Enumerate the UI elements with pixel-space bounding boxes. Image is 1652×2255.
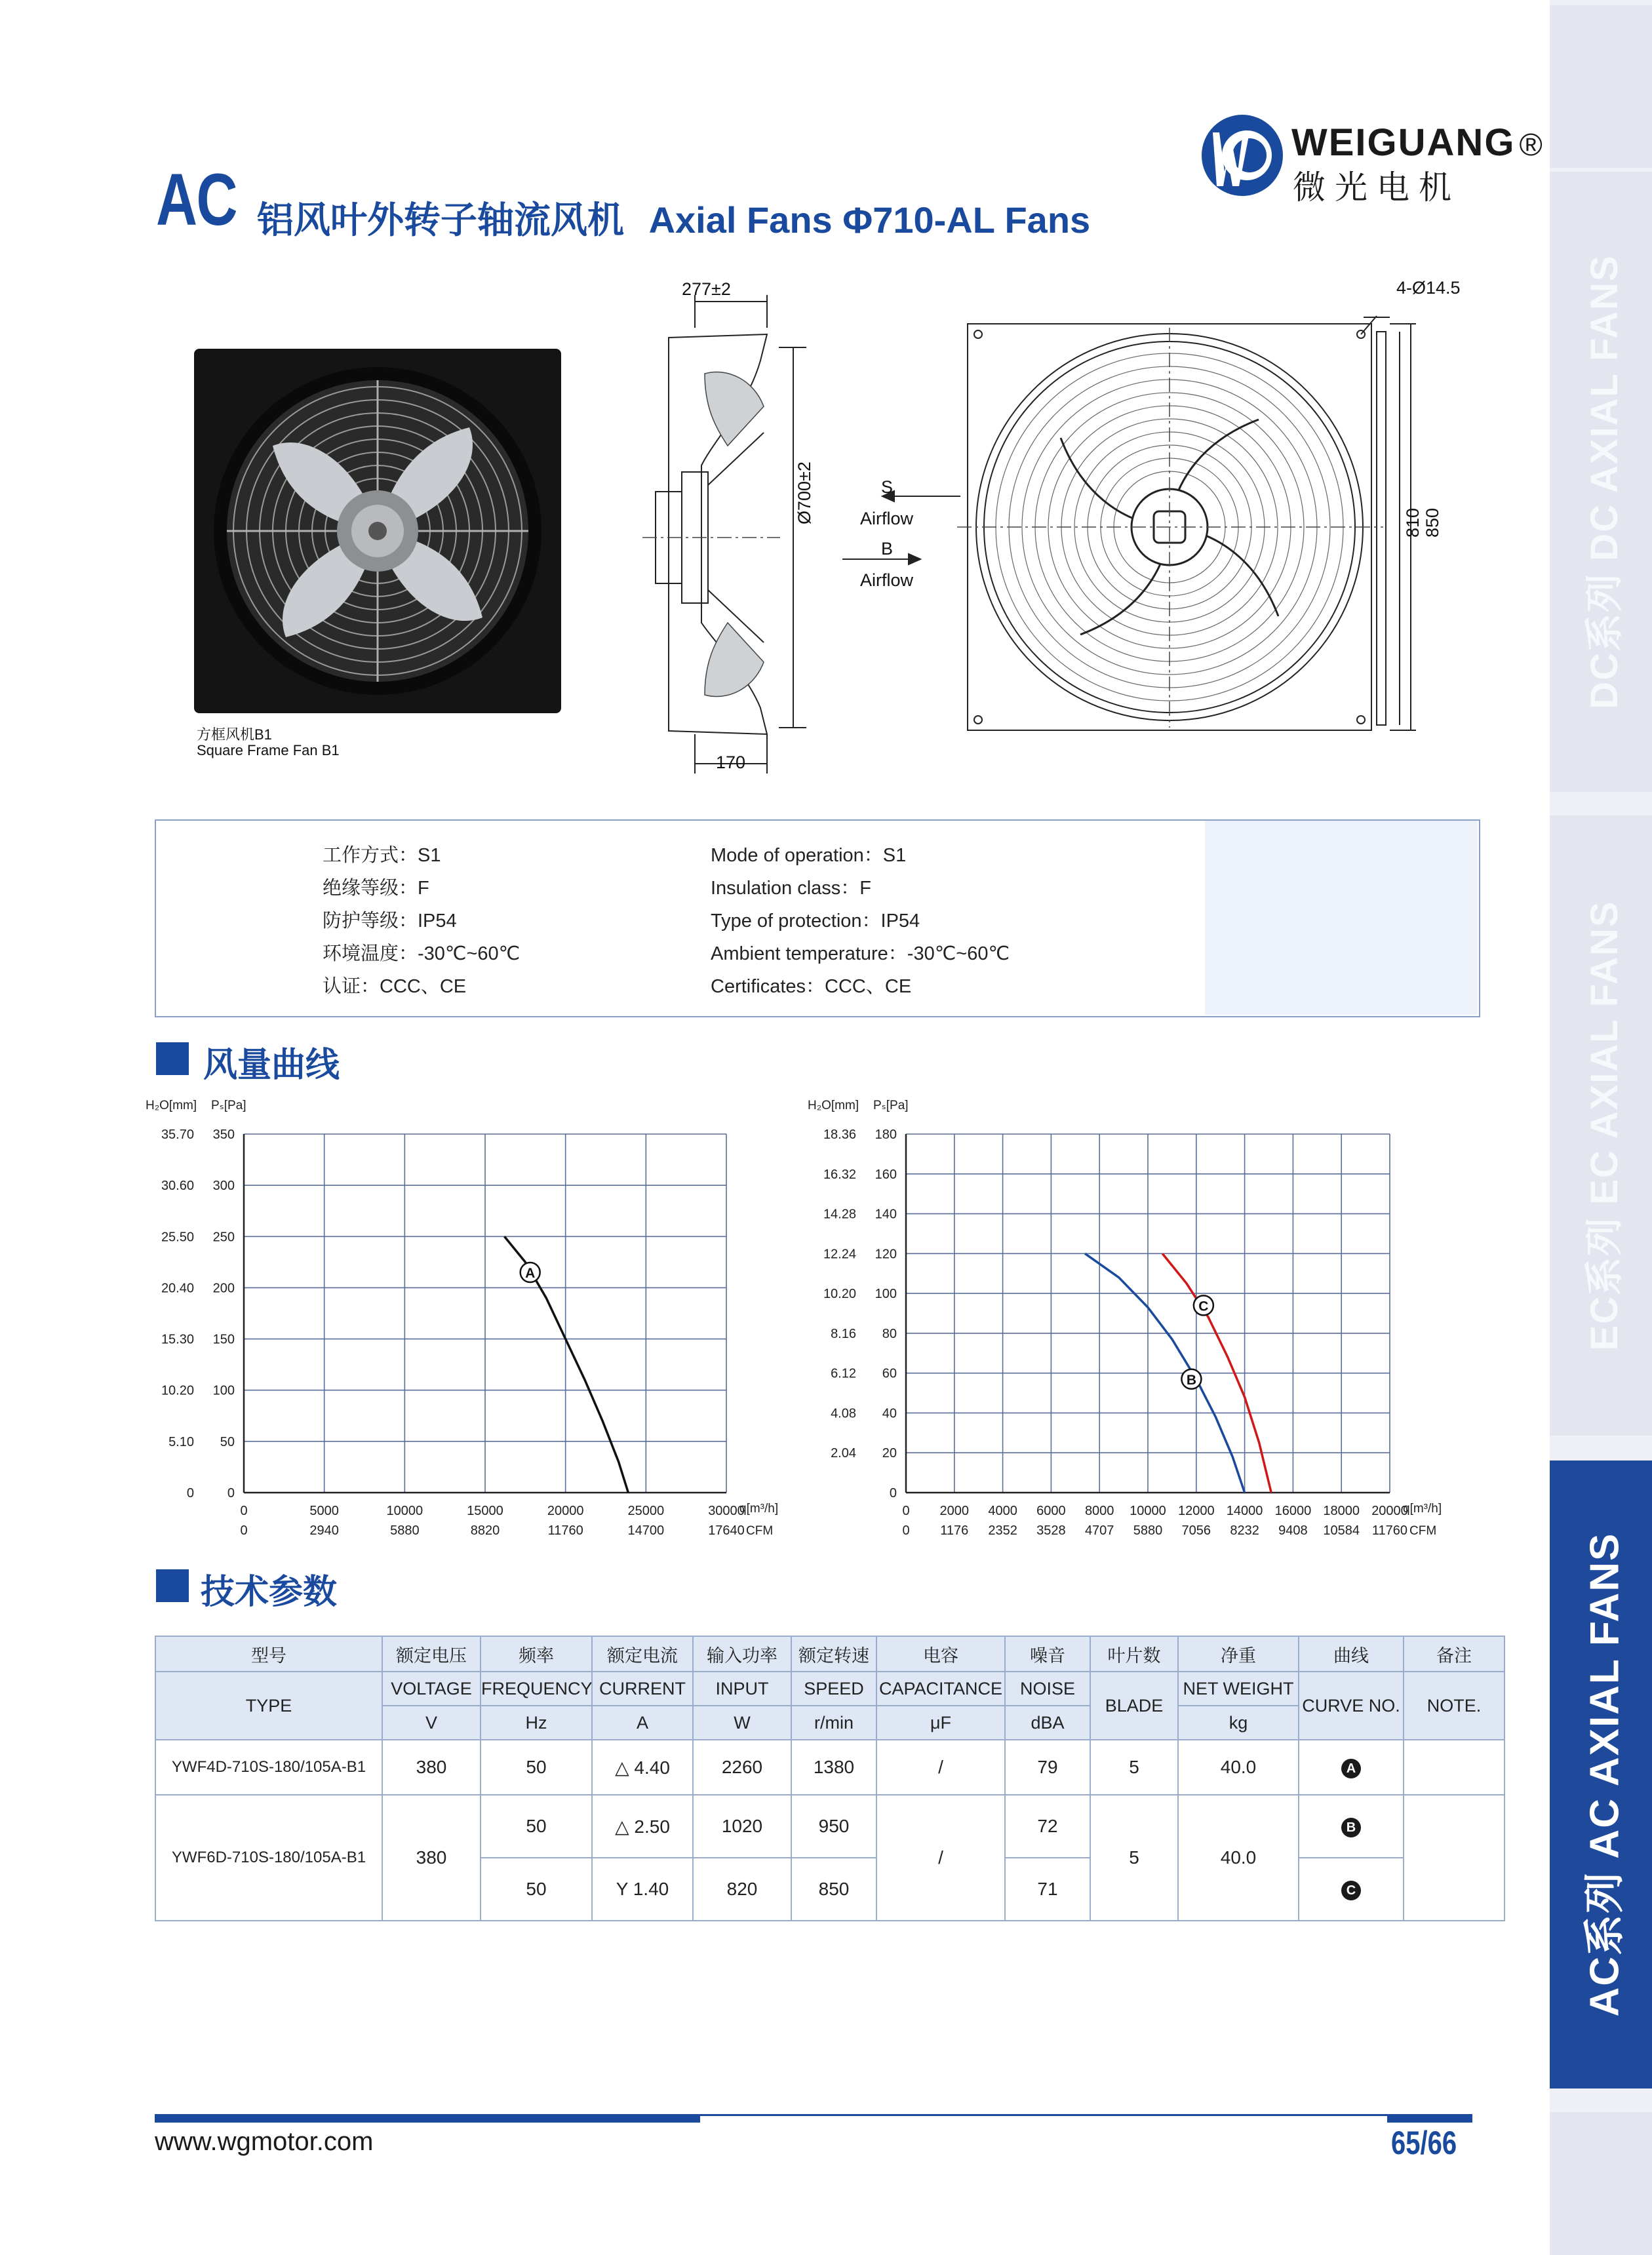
tab-ec-axial-fans[interactable]: [1550, 815, 1652, 1436]
y-tick-label-pa: 120: [875, 1247, 897, 1262]
cell-noise: 79: [1005, 1740, 1090, 1795]
dim-810: 810: [1403, 507, 1423, 538]
th-en-voltage: VOLTAGE: [382, 1672, 481, 1706]
cell-note: [1404, 1740, 1504, 1795]
curve-badge-a: A: [1341, 1759, 1361, 1778]
th-unit-freq: Hz: [481, 1706, 592, 1740]
cell-model: YWF4D-710S-180/105A-B1: [155, 1740, 382, 1795]
title-cn: 铝风叶外转子轴流风机: [257, 199, 624, 241]
th-unit-cap: μF: [876, 1706, 1005, 1740]
x-tick-label-cfm: 1176: [940, 1523, 969, 1538]
x-tick-label: 14000: [1226, 1504, 1263, 1518]
dim-depth: 277±2: [682, 279, 731, 299]
th-cn-input: 输入功率: [693, 1636, 791, 1672]
th-en-cap: CAPACITANCE: [876, 1672, 1005, 1706]
th-unit-current: A: [592, 1706, 693, 1740]
y-tick-label-mm: 25.50: [161, 1230, 194, 1245]
airflow-b: B: [881, 539, 894, 559]
x-tick-label-cfm: 11760: [1371, 1523, 1408, 1538]
series-label-B: B: [1186, 1372, 1197, 1388]
tab-ec-label: EC系列 EC AXIAL FANS: [1583, 900, 1626, 1351]
spec-box-fill: [1205, 821, 1478, 1015]
x-tick-label-cfm: 8232: [1230, 1523, 1259, 1538]
dim-hub: 170: [716, 753, 746, 772]
cell-input: 2260: [693, 1740, 791, 1795]
y-tick-label-pa: 150: [212, 1332, 235, 1347]
spec-cn-4: 认证：CCC、CE: [323, 976, 467, 997]
y-tick-label-mm: 35.70: [161, 1128, 194, 1142]
th-cn-speed: 额定转速: [791, 1636, 876, 1672]
x-tick-label: 8000: [1084, 1504, 1114, 1518]
curve-badge-b: B: [1341, 1818, 1361, 1837]
cell-speed: 1380: [791, 1740, 876, 1795]
airflow-label-2: Airflow: [860, 570, 914, 590]
th-cn-voltage: 额定电压: [382, 1636, 481, 1672]
y-tick-label-pa: 300: [212, 1179, 235, 1194]
x-tick-label-cfm: 10584: [1323, 1523, 1360, 1538]
th-unit-noise: dBA: [1005, 1706, 1090, 1740]
cell-freq: 50: [481, 1740, 592, 1795]
y-tick-label-mm: 14.28: [823, 1207, 856, 1222]
x-tick-label: 4000: [988, 1504, 1017, 1518]
cell-curve: [1299, 1858, 1404, 1921]
y-axis-title-pa: Pₛ[Pa]: [873, 1099, 909, 1112]
dim-holes: 4-Ø14.5: [1396, 278, 1461, 298]
spec-table: [155, 1636, 1505, 1921]
y-tick-label-pa: 160: [875, 1167, 897, 1182]
x-tick-label: 18000: [1323, 1504, 1360, 1518]
y-tick-label-mm: 6.12: [831, 1366, 856, 1381]
x-tick-label: 15000: [467, 1504, 503, 1518]
y-tick-label-pa: 40: [882, 1406, 897, 1421]
x-tick-label: 0: [902, 1504, 910, 1518]
y-tick-label-pa: 350: [212, 1128, 235, 1142]
x-tick-label-cfm: 0: [902, 1523, 910, 1538]
fan-photo: [194, 349, 561, 716]
footer-bar-right: [1387, 2116, 1472, 2123]
footer-bar-left: [155, 2116, 700, 2123]
x-tick-label: 20000: [547, 1504, 584, 1518]
th-cn-note: 备注: [1404, 1636, 1504, 1672]
spec-cn-0: 工作方式：S1: [323, 845, 441, 866]
x-tick-label-cfm: 3528: [1036, 1523, 1066, 1538]
airflow-s: S: [881, 477, 894, 497]
cell-noise: 71: [1005, 1858, 1090, 1921]
page-title: [257, 191, 1090, 244]
x-tick-label-cfm: 7056: [1181, 1523, 1211, 1538]
brand-name: WEIGUANG ®: [1291, 121, 1544, 164]
cell-current: △ 4.40: [592, 1740, 693, 1795]
section-marker-curve: [156, 1042, 189, 1075]
dim-diameter: Ø700±2: [795, 461, 814, 524]
y-tick-label-pa: 180: [875, 1128, 897, 1142]
y-tick-label-pa: 200: [212, 1281, 235, 1296]
th-cn-weight: 净重: [1178, 1636, 1299, 1672]
cell-speed: 950: [791, 1795, 876, 1858]
x-tick-label: 20000: [1371, 1504, 1408, 1518]
th-en-input: INPUT: [693, 1672, 791, 1706]
y-tick-label-mm: 2.04: [831, 1446, 856, 1461]
x-tick-label: 6000: [1036, 1504, 1066, 1518]
tab-bottom[interactable]: [1550, 2112, 1652, 2255]
th-cn-curve: 曲线: [1299, 1636, 1404, 1672]
y-tick-label-mm: 30.60: [161, 1179, 194, 1194]
y-tick-label-mm: 12.24: [823, 1247, 856, 1262]
spec-en-2: Type of protection：IP54: [711, 911, 920, 931]
y-axis-title-mm: H₂O[mm]: [808, 1099, 859, 1112]
y-tick-label-mm: 20.40: [161, 1281, 194, 1296]
x-tick-label-cfm: 9408: [1278, 1523, 1308, 1538]
x-axis-title: q[m³/h]: [739, 1502, 779, 1516]
y-tick-label-pa: 250: [212, 1230, 235, 1245]
y-tick-label-mm: 5.10: [168, 1434, 194, 1449]
cell-blade: 5: [1090, 1795, 1178, 1921]
th-unit-input: W: [693, 1706, 791, 1740]
tab-ac-axial-fans[interactable]: [1550, 1461, 1652, 2088]
th-en-freq: FREQUENCY: [481, 1672, 592, 1706]
y-tick-label-pa: 60: [882, 1366, 897, 1381]
cell-blade: 5: [1090, 1740, 1178, 1795]
th-unit-speed: r/min: [791, 1706, 876, 1740]
y-tick-label-pa: 0: [227, 1486, 235, 1500]
page-number: 65/66: [1391, 2125, 1457, 2161]
y-tick-label-pa: 20: [882, 1446, 897, 1461]
y-tick-label-pa: 0: [889, 1486, 897, 1500]
title-en: Axial Fans Φ710-AL Fans: [648, 199, 1091, 241]
y-tick-label-mm: 15.30: [161, 1332, 194, 1347]
y-tick-label-mm: 10.20: [823, 1287, 856, 1302]
y-tick-label-pa: 140: [875, 1207, 897, 1222]
x-tick-label-cfm: 11760: [547, 1523, 583, 1538]
th-en-speed: SPEED: [791, 1672, 876, 1706]
cell-cap: /: [876, 1795, 1005, 1921]
cell-current: Y 1.40: [592, 1858, 693, 1921]
y-tick-label-pa: 50: [220, 1434, 235, 1449]
cell-noise: 72: [1005, 1795, 1090, 1858]
cell-input: 820: [693, 1858, 791, 1921]
tab-dc-axial-fans[interactable]: [1550, 5, 1652, 168]
section-title-tech: 技术参数: [201, 1573, 338, 1611]
series-label-A: A: [525, 1265, 536, 1281]
x-tick-label: 5000: [309, 1504, 339, 1518]
weiguang-logo-icon: [1200, 113, 1285, 198]
x-tick-label-cfm: 2352: [988, 1523, 1017, 1538]
y-tick-label-mm: 8.16: [831, 1326, 856, 1341]
th-cn-type: 型号: [155, 1636, 382, 1672]
cell-current: △ 2.50: [592, 1795, 693, 1858]
x-tick-label-cfm: 5880: [390, 1523, 420, 1538]
tab-dc-label: DC系列 DC AXIAL FANS: [1583, 254, 1626, 709]
y-axis-title-mm: H₂O[mm]: [146, 1099, 197, 1112]
th-cn-cap: 电容: [876, 1636, 1005, 1672]
photo-caption-cn: 方框风机B1: [197, 726, 272, 743]
chart-a: [144, 1088, 826, 1547]
cell-speed: 850: [791, 1858, 876, 1921]
cell-weight: 40.0: [1178, 1740, 1299, 1795]
front-view-drawing: [957, 308, 1455, 754]
y-axis-title-pa: Pₛ[Pa]: [211, 1099, 246, 1112]
x-tick-label: 16000: [1274, 1504, 1312, 1518]
tab-dc-axial-fans-label[interactable]: [1550, 172, 1652, 792]
cell-curve: [1299, 1795, 1404, 1858]
th-en-current: CURRENT: [592, 1672, 693, 1706]
x-tick-label-cfm: 5880: [1133, 1523, 1163, 1538]
cell-note: [1404, 1795, 1504, 1921]
cell-weight: 40.0: [1178, 1795, 1299, 1921]
x-tick-label-cfm: 14700: [627, 1523, 665, 1538]
spec-cn-3: 环境温度：-30℃~60℃: [323, 943, 521, 964]
section-title-curve: 风量曲线: [203, 1046, 340, 1084]
x-axis-title-cfm: CFM: [1409, 1524, 1437, 1538]
cell-voltage: 380: [382, 1795, 481, 1921]
y-tick-label-mm: 4.08: [831, 1406, 856, 1421]
x-tick-label-cfm: 8820: [470, 1523, 500, 1538]
th-en-type: TYPE: [155, 1672, 382, 1740]
y-tick-label-mm: 0: [186, 1486, 194, 1500]
cell-freq: 50: [481, 1795, 592, 1858]
spec-cn-2: 防护等级：IP54: [323, 911, 457, 931]
cell-freq: 50: [481, 1858, 592, 1921]
airflow-label-1: Airflow: [860, 509, 914, 528]
x-tick-label: 25000: [627, 1504, 665, 1518]
y-tick-label-mm: 10.20: [161, 1383, 194, 1398]
y-tick-label-pa: 100: [875, 1287, 897, 1302]
cell-voltage: 380: [382, 1740, 481, 1795]
th-unit-voltage: V: [382, 1706, 481, 1740]
y-tick-label-pa: 80: [882, 1326, 897, 1341]
x-tick-label: 2000: [939, 1504, 970, 1518]
th-en-blade: BLADE: [1090, 1672, 1178, 1740]
section-marker-tech: [156, 1569, 189, 1602]
spec-en-1: Insulation class：F: [711, 878, 871, 899]
series-label-C: C: [1198, 1299, 1209, 1314]
table-row: [155, 1795, 1504, 1858]
x-tick-label-cfm: 2940: [309, 1523, 339, 1538]
cell-input: 1020: [693, 1795, 791, 1858]
footer-url[interactable]: www.wgmotor.com: [155, 2127, 374, 2156]
th-cn-freq: 频率: [481, 1636, 592, 1672]
cell-cap: /: [876, 1740, 1005, 1795]
y-tick-label-mm: 16.32: [823, 1167, 856, 1182]
spec-en-0: Mode of operation：S1: [711, 845, 907, 866]
x-tick-label: 30000: [708, 1504, 745, 1518]
spec-en-3: Ambient temperature：-30℃~60℃: [711, 943, 1010, 964]
th-en-curve: CURVE NO.: [1299, 1672, 1404, 1740]
tab-ac-label: AC系列 AC AXIAL FANS: [1582, 1532, 1628, 2017]
x-tick-label-cfm: 17640: [708, 1523, 745, 1538]
y-tick-label-pa: 100: [212, 1383, 235, 1398]
title-ac: AC: [156, 159, 237, 241]
curve-badge-c: C: [1341, 1881, 1361, 1900]
brand-name-cn: 微光电机: [1293, 169, 1461, 206]
x-tick-label-cfm: 4707: [1084, 1523, 1114, 1538]
x-tick-label-cfm: 0: [240, 1523, 248, 1538]
th-cn-current: 额定电流: [592, 1636, 693, 1672]
x-tick-label: 10000: [386, 1504, 423, 1518]
photo-caption-en: Square Frame Fan B1: [197, 742, 340, 758]
x-tick-label: 10000: [1130, 1504, 1166, 1518]
x-tick-label: 12000: [1177, 1504, 1215, 1518]
cell-model: YWF6D-710S-180/105A-B1: [155, 1795, 382, 1921]
th-en-weight: NET WEIGHT: [1178, 1672, 1299, 1706]
chart-bc: [806, 1088, 1488, 1547]
th-en-note: NOTE.: [1404, 1672, 1504, 1740]
th-cn-blade: 叶片数: [1090, 1636, 1178, 1672]
spec-cn-1: 绝缘等级：F: [323, 878, 429, 899]
x-tick-label: 0: [240, 1504, 248, 1518]
th-unit-weight: kg: [1178, 1706, 1299, 1740]
table-row: [155, 1740, 1504, 1795]
y-tick-label-mm: 18.36: [823, 1128, 856, 1142]
spec-en-4: Certificates：CCC、CE: [711, 976, 912, 997]
x-axis-title-cfm: CFM: [746, 1524, 774, 1538]
th-cn-noise: 噪音: [1005, 1636, 1090, 1672]
cell-curve: [1299, 1740, 1404, 1795]
dim-850: 850: [1423, 507, 1442, 538]
th-en-noise: NOISE: [1005, 1672, 1090, 1706]
x-axis-title: q[m³/h]: [1403, 1502, 1442, 1516]
